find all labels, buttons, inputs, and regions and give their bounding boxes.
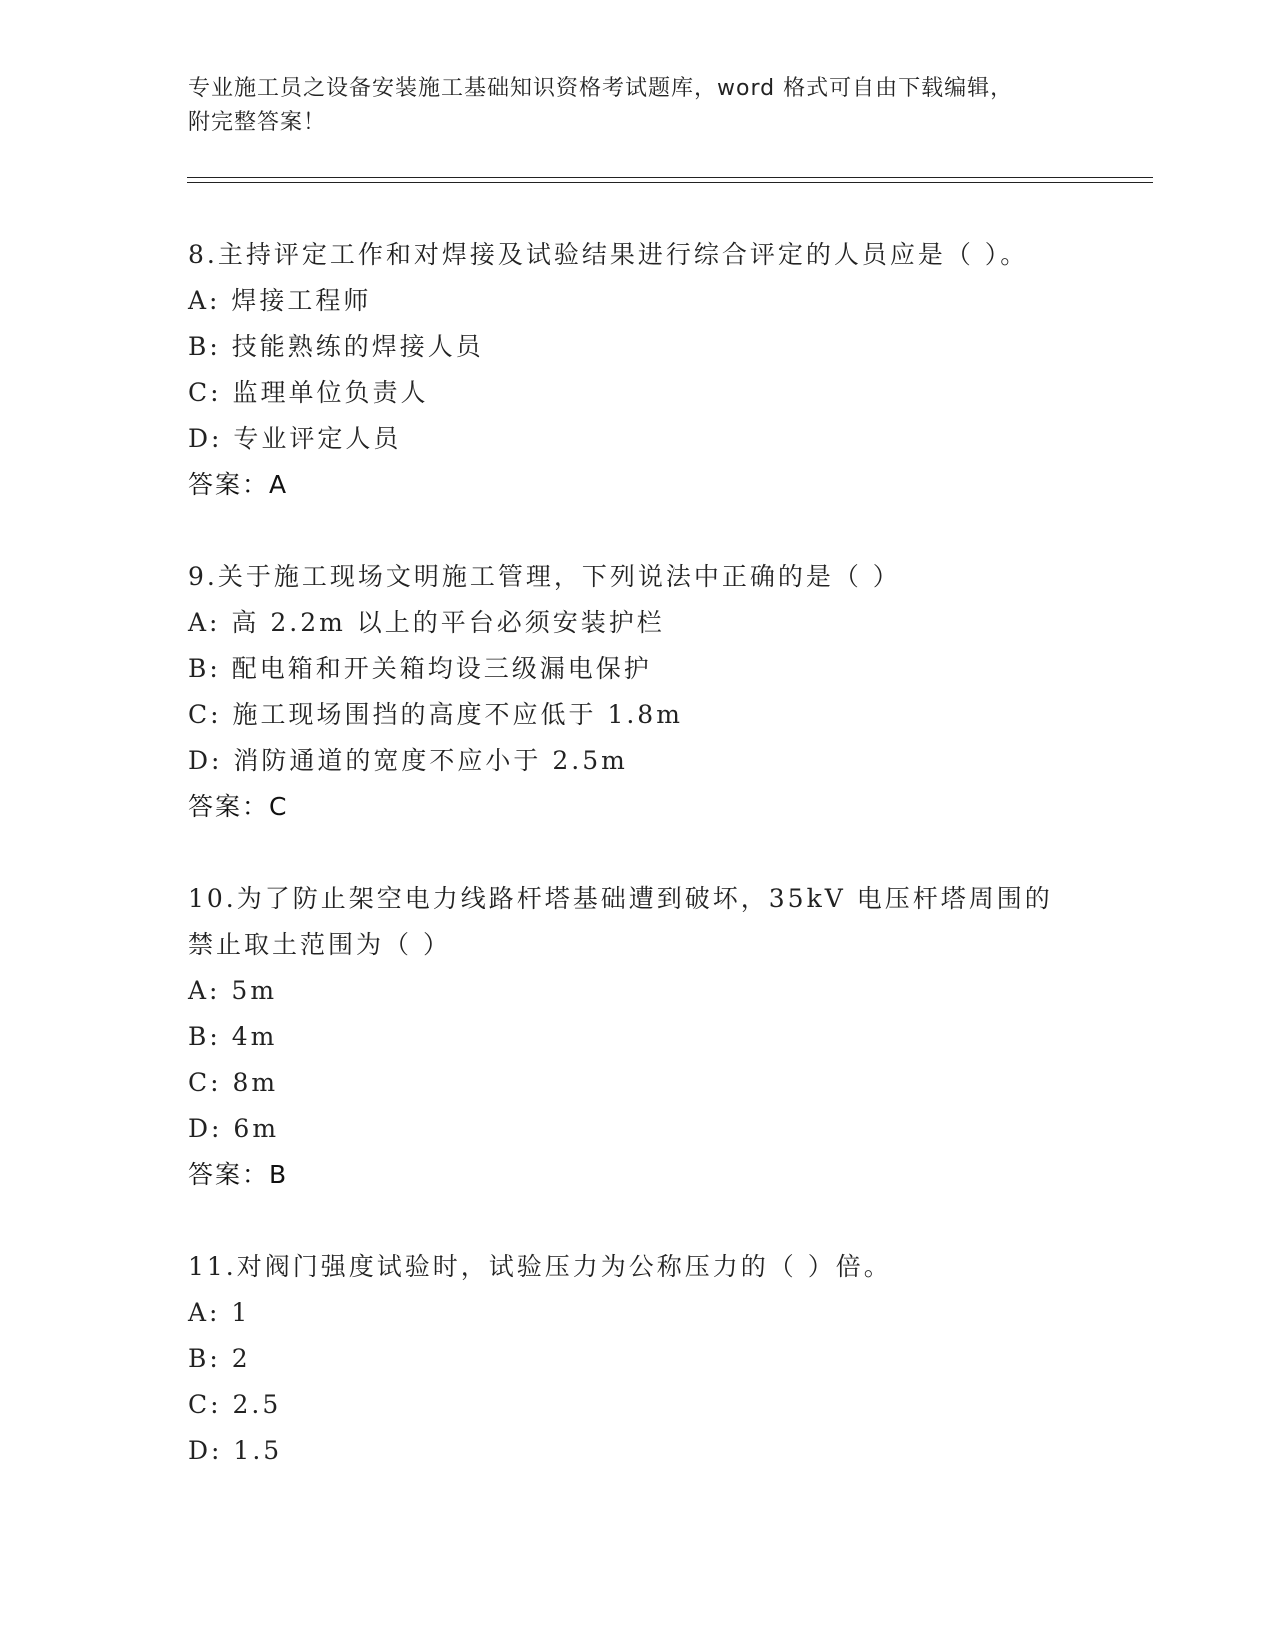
answer-label: 答案：C (188, 792, 289, 821)
option-b: B: 配电箱和开关箱均设三级漏电保护 (188, 654, 652, 683)
header-line-2: 附完整答案！ (188, 110, 327, 135)
option-a: A: 1 (188, 1298, 251, 1327)
question-9 (188, 554, 1088, 830)
answer-label: 答案：A (188, 470, 289, 499)
option-d: D: 6m (188, 1114, 280, 1143)
question-text: 9.关于施工现场文明施工管理，下列说法中正确的是（ ） (188, 562, 901, 591)
question-list (188, 232, 1088, 1520)
option-a: A: 焊接工程师 (188, 286, 372, 315)
option-c: C: 施工现场围挡的高度不应低于 1.8m (188, 700, 683, 729)
question-11 (188, 1244, 1088, 1474)
question-text: 11.对阀门强度试验时，试验压力为公称压力的（ ）倍。 (188, 1252, 892, 1281)
question-text: 8.主持评定工作和对焊接及试验结果进行综合评定的人员应是（ ）。 (188, 240, 1029, 269)
option-c: C: 8m (188, 1068, 279, 1097)
header-line-1: 专业施工员之设备安装施工基础知识资格考试题库，word 格式可自由下载编辑， (188, 76, 1014, 101)
question-10 (188, 876, 1088, 1198)
option-a: A: 5m (188, 976, 278, 1005)
option-d: D: 1.5 (188, 1436, 283, 1465)
answer-label: 答案：B (188, 1160, 289, 1189)
option-d: D: 消防通道的宽度不应小于 2.5m (188, 746, 628, 775)
option-b: B: 技能熟练的焊接人员 (188, 332, 484, 361)
option-c: C: 监理单位负责人 (188, 378, 429, 407)
question-text: 10.为了防止架空电力线路杆塔基础遭到破坏，35kV 电压杆塔周围的禁止取土范围为（ ） (188, 884, 1053, 959)
question-8 (188, 232, 1088, 508)
option-b: B: 4m (188, 1022, 278, 1051)
document-header (188, 72, 1068, 140)
option-c: C: 2.5 (188, 1390, 282, 1419)
header-divider-top (187, 177, 1153, 178)
option-b: B: 2 (188, 1344, 251, 1373)
option-a: A: 高 2.2m 以上的平台必须安装护栏 (188, 608, 665, 637)
header-divider-bottom (187, 182, 1153, 183)
option-d: D: 专业评定人员 (188, 424, 402, 453)
